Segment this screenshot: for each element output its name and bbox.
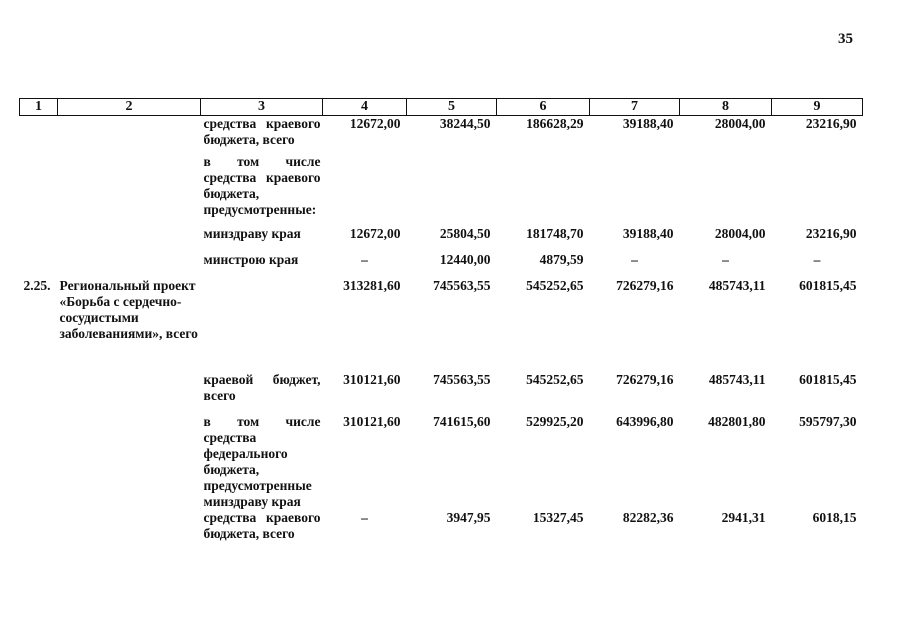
- value-col-7: 726279,16: [616, 371, 674, 387]
- header-col-1: 1: [20, 99, 58, 116]
- row-name: [58, 510, 201, 546]
- value-col-7: 39188,40: [622, 116, 674, 131]
- row-description: средства краевого бюджета, всего: [203, 116, 321, 147]
- value-col-4: 12672,00: [349, 116, 401, 131]
- value-col-8: 482801,80: [708, 413, 766, 429]
- row-code: [20, 414, 58, 510]
- header-col-5: 5: [407, 99, 497, 116]
- row-code: [20, 150, 58, 226]
- table-row: [20, 252, 863, 278]
- value-col-9: [772, 150, 863, 226]
- row-description: в том числе средства федерального бюджета, предусмотренные минздраву края: [203, 413, 321, 509]
- header-col-2: 2: [58, 99, 201, 116]
- value-col-4: 12672,00: [349, 225, 401, 241]
- row-code: [20, 252, 58, 278]
- table-row: [20, 116, 863, 150]
- row-code: [20, 372, 58, 414]
- table-row: [20, 226, 863, 252]
- value-col-9: 23216,90: [805, 116, 857, 131]
- row-description: минстрою края: [203, 251, 299, 267]
- value-col-5: 741615,60: [433, 413, 491, 429]
- row-description: [201, 278, 323, 372]
- table-row: [20, 414, 863, 510]
- row-description: средства краевого бюджета, всего: [203, 509, 321, 541]
- header-col-7: 7: [590, 99, 680, 116]
- value-col-8: 28004,00: [714, 116, 766, 131]
- row-code: 2.25.: [23, 277, 51, 293]
- row-description: в том числе средства краевого бюджета, предусмотренные:: [203, 153, 321, 217]
- value-col-6: 181748,70: [526, 225, 584, 241]
- value-col-7: –: [631, 251, 638, 267]
- value-col-8: [680, 150, 772, 226]
- value-col-9: 601815,45: [799, 371, 857, 387]
- value-col-7: [590, 150, 680, 226]
- header-col-4: 4: [323, 99, 407, 116]
- table-row: [20, 372, 863, 414]
- value-col-8: 2941,31: [721, 509, 766, 525]
- header-col-6: 6: [497, 99, 590, 116]
- header-col-3: 3: [201, 99, 323, 116]
- value-col-6: 545252,65: [526, 277, 584, 293]
- value-col-9: 601815,45: [799, 277, 857, 293]
- page-number: 35: [838, 31, 853, 47]
- table-row: [20, 150, 863, 226]
- value-col-4: 310121,60: [343, 371, 401, 387]
- table-row: [20, 510, 863, 546]
- value-col-6: 186628,29: [526, 116, 584, 131]
- value-col-8: 485743,11: [708, 371, 766, 387]
- value-col-7: 82282,36: [622, 509, 674, 525]
- row-name: [58, 252, 201, 278]
- row-name: [58, 372, 201, 414]
- value-col-6: 545252,65: [526, 371, 584, 387]
- row-name: [58, 226, 201, 252]
- value-col-9: 23216,90: [805, 225, 857, 241]
- header-row: [20, 99, 863, 116]
- value-col-8: 485743,11: [708, 277, 766, 293]
- value-col-4: [323, 150, 407, 226]
- value-col-9: –: [813, 251, 821, 267]
- value-col-8: –: [722, 251, 729, 267]
- row-name: Региональный проект «Борьба с сердечно-сосудистыми заболеваниями», всего: [59, 277, 198, 341]
- value-col-7: 643996,80: [616, 413, 674, 429]
- value-col-5: [407, 150, 497, 226]
- table-row: [20, 278, 863, 372]
- row-description: краевой бюджет, всего: [203, 371, 321, 403]
- value-col-6: 15327,45: [532, 509, 584, 525]
- row-name: [58, 116, 201, 150]
- value-col-8: 28004,00: [714, 225, 766, 241]
- budget-table: [19, 98, 863, 546]
- value-col-6: 529925,20: [526, 413, 584, 429]
- row-name: [58, 414, 201, 510]
- value-col-5: 25804,50: [439, 225, 491, 241]
- value-col-9: 595797,30: [799, 413, 857, 429]
- value-col-6: 4879,59: [539, 251, 584, 267]
- value-col-4: 313281,60: [343, 277, 401, 293]
- value-col-6: [497, 150, 590, 226]
- value-col-5: 745563,55: [433, 277, 491, 293]
- value-col-5: 3947,95: [446, 509, 491, 525]
- value-col-7: 39188,40: [622, 225, 674, 241]
- value-col-9: 6018,15: [812, 509, 857, 525]
- row-code: [20, 226, 58, 252]
- value-col-4: –: [361, 509, 368, 525]
- value-col-5: 12440,00: [439, 251, 491, 267]
- row-code: [20, 116, 58, 150]
- row-code: [20, 510, 58, 546]
- value-col-7: 726279,16: [616, 277, 674, 293]
- value-col-4: 310121,60: [343, 413, 401, 429]
- row-name: [58, 150, 201, 226]
- value-col-4: –: [361, 251, 368, 267]
- table-header: [20, 99, 863, 116]
- row-description: минздраву края: [203, 225, 301, 241]
- value-col-5: 745563,55: [433, 371, 491, 387]
- header-col-9: 9: [772, 99, 863, 116]
- header-col-8: 8: [680, 99, 772, 116]
- value-col-5: 38244,50: [439, 116, 491, 131]
